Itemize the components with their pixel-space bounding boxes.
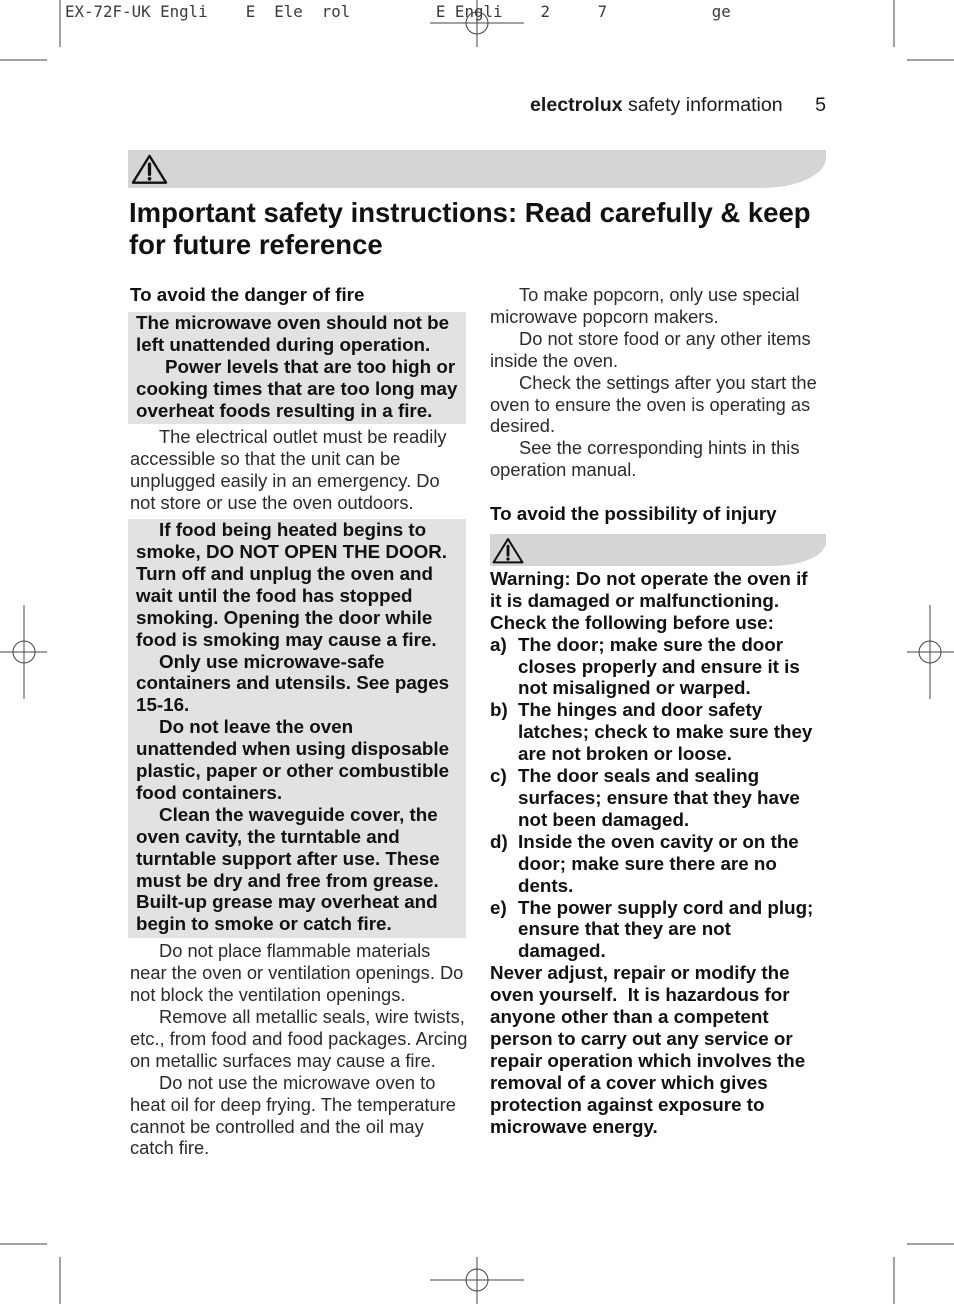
section-heading-injury: To avoid the possibility of injury bbox=[490, 503, 777, 525]
list-item bbox=[490, 634, 826, 700]
check-list bbox=[490, 634, 826, 963]
list-item-text: Inside the oven cavity or on the door; make sure there are no dents. bbox=[518, 830, 799, 896]
list-item-label: c) bbox=[490, 765, 507, 787]
print-slug: EX-72F-UK Engli E Ele rol E Engli 2 7 ge bbox=[65, 2, 731, 21]
paragraph-outlet: The electrical outlet must be readily accessible so that the unit can be unplugged easily in an emergency. Do not store or use the oven outdoors. bbox=[130, 426, 447, 514]
title-banner bbox=[128, 150, 826, 188]
paragraph: Do not place flammable materials near the oven or ventilation openings. Do not block the ventilation openings. bbox=[130, 940, 464, 1006]
warning-text: Warning: Do not operate the oven if it is damaged or malfunctioning. Check the following before use: bbox=[490, 567, 808, 633]
box-paragraph: Power levels that are too high or cooking times that are too long may overheat foods resulting in a fire. bbox=[136, 355, 458, 421]
paragraph: Remove all metallic seals, wire twists, etc., from food and food packages. Arcing on metallic surfaces may cause a fire. bbox=[130, 1006, 468, 1071]
list-item bbox=[490, 897, 826, 963]
highlight-box-smoke bbox=[128, 519, 466, 938]
list-item-label: d) bbox=[490, 830, 508, 852]
section-heading-fire: To avoid the danger of fire bbox=[130, 284, 365, 305]
injury-banner bbox=[490, 534, 826, 566]
box-paragraph: Do not leave the oven unattended when using disposable plastic, paper or other combustible food containers. bbox=[136, 716, 450, 803]
registration-mark-right bbox=[907, 605, 954, 699]
paragraph: Check the settings after you start the oven to ensure the oven is operating as desired. bbox=[490, 371, 817, 437]
right-column bbox=[490, 284, 826, 1138]
warning-triangle-icon bbox=[130, 152, 169, 186]
page-title: Important safety instructions: Read carefully & keep for future reference bbox=[129, 197, 811, 260]
box-paragraph: The microwave oven should not be left unattended during operation. bbox=[136, 311, 450, 355]
highlight-box-unattended bbox=[128, 312, 466, 425]
box-paragraph: If food being heated begins to smoke, DO NOT OPEN THE DOOR. Turn off and unplug the oven and wait until the food has stopped smoking. Opening the door while food is smoking may cause a fire. bbox=[136, 519, 447, 650]
warning-triangle-icon bbox=[491, 536, 525, 565]
list-item bbox=[490, 699, 826, 765]
list-item-text: The power supply cord and plug; ensure that they are not damaged. bbox=[518, 896, 814, 962]
crop-mark-bottom-right bbox=[894, 1244, 954, 1304]
section-name: safety information bbox=[628, 94, 783, 116]
paragraph: See the corresponding hints in this operation manual. bbox=[490, 437, 800, 481]
box-paragraph: Clean the waveguide cover, the oven cavity, the turntable and turntable support after use. These must be dry and free from grease. Built-up grease may overheat and begin to smoke or catch fire. bbox=[136, 803, 440, 935]
paragraph: Do not use the microwave oven to heat oil for deep frying. The temperature cannot be controlled and the oil may catch fire. bbox=[130, 1071, 456, 1159]
registration-mark-left bbox=[0, 605, 47, 699]
registration-mark-bottom bbox=[430, 1257, 524, 1304]
page-number: 5 bbox=[815, 94, 826, 116]
list-item-text: The door; make sure the door closes properly and ensure it is not misaligned or warped. bbox=[518, 633, 800, 699]
list-item-label: a) bbox=[490, 633, 507, 655]
crop-mark-top-right bbox=[894, 0, 954, 60]
brand-name: electrolux bbox=[530, 94, 623, 116]
list-item bbox=[490, 765, 826, 831]
box-paragraph: Only use microwave-safe containers and utensils. See pages 15-16. bbox=[136, 650, 450, 716]
crop-mark-bottom-left bbox=[0, 1244, 60, 1304]
list-item-text: The door seals and sealing surfaces; ensure that they have not been damaged. bbox=[518, 765, 800, 830]
list-item bbox=[490, 831, 826, 897]
left-column bbox=[130, 284, 466, 1159]
running-head bbox=[530, 93, 783, 117]
crop-mark-top-left bbox=[0, 0, 60, 60]
paragraph-group bbox=[130, 940, 466, 1159]
paragraph: Do not store food or any other items inside the oven. bbox=[490, 327, 811, 371]
list-item-text: The hinges and door safety latches; check to make sure they are not broken or loose. bbox=[518, 699, 813, 765]
list-item-label: b) bbox=[490, 699, 508, 721]
paragraph: To make popcorn, only use special microwave popcorn makers. bbox=[490, 284, 800, 327]
service-warning: Never adjust, repair or modify the oven yourself. It is hazardous for anyone other than a competent person to carry out any service or repair operation which involves the removal of a cover which gives protection against exposure to microwave energy. bbox=[490, 962, 806, 1137]
list-item-label: e) bbox=[490, 896, 507, 918]
